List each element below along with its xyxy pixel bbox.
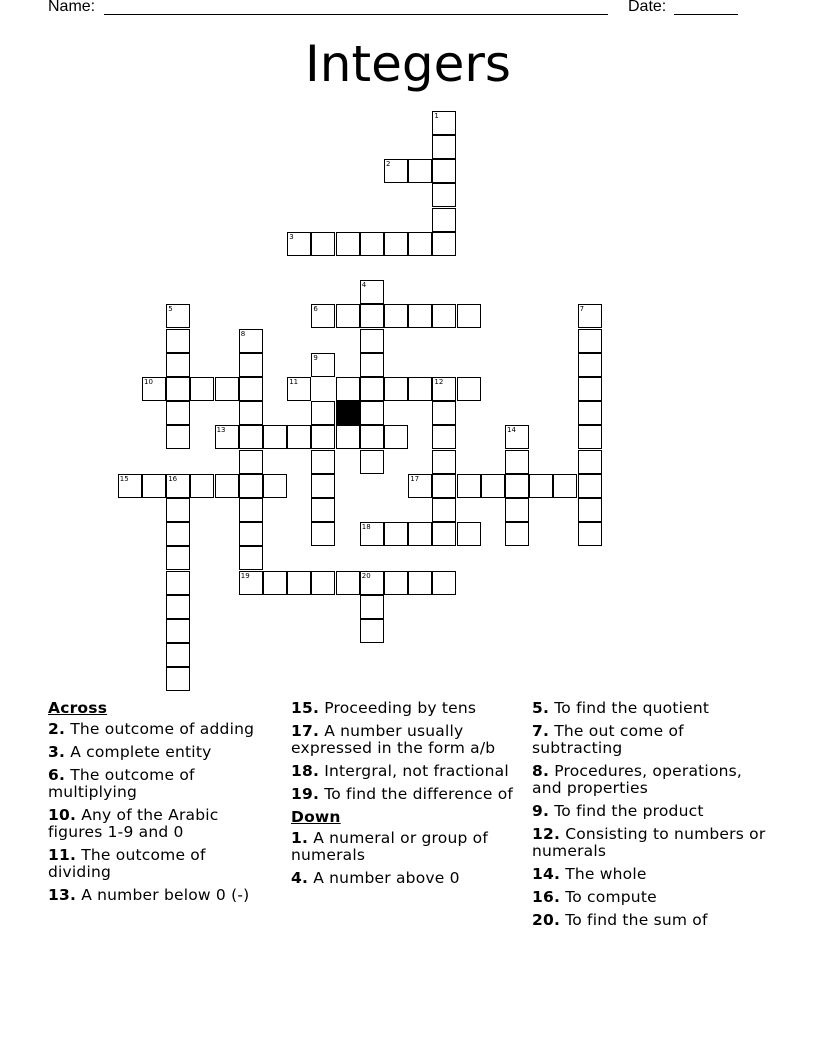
- crossword-cell[interactable]: [408, 377, 432, 401]
- crossword-cell[interactable]: [166, 474, 190, 498]
- clue-number: 13: [216, 426, 226, 435]
- crossword-cell[interactable]: [239, 401, 263, 425]
- crossword-cell[interactable]: [408, 304, 432, 328]
- crossword-cell[interactable]: [166, 522, 190, 546]
- crossword-cell[interactable]: [311, 474, 335, 498]
- clue-number: 1: [434, 111, 439, 120]
- crossword-cell[interactable]: [360, 280, 384, 304]
- clue-number: 3: [289, 232, 294, 241]
- clue-number: 18: [361, 523, 371, 532]
- crossword-cell[interactable]: [311, 401, 335, 425]
- crossword-cell[interactable]: [166, 667, 190, 691]
- crossword-cell[interactable]: [457, 522, 481, 546]
- clue-number: 9: [313, 353, 318, 362]
- down-heading: Down: [291, 808, 341, 826]
- crossword-cell[interactable]: [239, 546, 263, 570]
- clue-number: 10: [144, 378, 153, 386]
- crossword-cell[interactable]: [336, 232, 360, 256]
- crossword-cell[interactable]: [287, 377, 311, 401]
- clue-number: 2: [386, 160, 391, 169]
- crossword-cell[interactable]: [578, 401, 602, 425]
- clue-number: 5: [168, 305, 173, 314]
- clue-down-9: 9. To find the product: [532, 802, 704, 820]
- clue-number: 17: [410, 474, 420, 483]
- crossword-cell[interactable]: [166, 619, 190, 643]
- crossword-cell[interactable]: [457, 304, 481, 328]
- crossword-cell[interactable]: [166, 353, 190, 377]
- crossword-cell[interactable]: [432, 208, 456, 232]
- crossword-cell[interactable]: [384, 159, 408, 183]
- crossword-cell[interactable]: [432, 111, 456, 135]
- crossword-cell[interactable]: [384, 377, 408, 401]
- crossword-cell[interactable]: [578, 329, 602, 353]
- crossword-cell[interactable]: [311, 450, 335, 474]
- clue-down-16: 16. To compute: [532, 888, 657, 906]
- crossword-cell[interactable]: [215, 377, 239, 401]
- crossword-cell[interactable]: [239, 498, 263, 522]
- crossword-cell[interactable]: [287, 425, 311, 449]
- clue-number: 15: [119, 474, 129, 483]
- crossword-cell[interactable]: [118, 474, 142, 498]
- clue-down-14: 14. The whole: [532, 865, 647, 883]
- crossword-cell[interactable]: [505, 450, 529, 474]
- crossword-cell[interactable]: [166, 304, 190, 328]
- crossword-cell[interactable]: [311, 232, 335, 256]
- clue-down-1: 1. A numeral or group of numerals: [291, 829, 489, 864]
- crossword-cell[interactable]: [505, 498, 529, 522]
- date-label: Date:: [628, 0, 667, 15]
- clue-down-20: 20. To find the sum of: [532, 911, 708, 929]
- clue-down-4: 4. A number above 0: [291, 869, 460, 887]
- crossword-cell[interactable]: [287, 232, 311, 256]
- clue-number: 14: [507, 426, 516, 435]
- crossword-cell[interactable]: [505, 425, 529, 449]
- crossword-cell[interactable]: [384, 571, 408, 595]
- clue-across-10: 10. Any of the Arabic figures 1-9 and 0: [48, 806, 219, 841]
- crossword-cell[interactable]: [432, 450, 456, 474]
- crossword-cell[interactable]: [166, 329, 190, 353]
- crossword-cell[interactable]: [578, 425, 602, 449]
- crossword-cell[interactable]: [432, 159, 456, 183]
- clue-down-8: 8. Procedures, operations, and properties: [532, 762, 743, 797]
- crossword-cell[interactable]: [384, 425, 408, 449]
- crossword-cell[interactable]: [432, 401, 456, 425]
- crossword-cell[interactable]: [263, 474, 287, 498]
- across-heading: Across: [48, 699, 108, 717]
- crossword-cell[interactable]: [311, 522, 335, 546]
- crossword-cell[interactable]: [432, 425, 456, 449]
- crossword-cell[interactable]: [578, 498, 602, 522]
- crossword-cell[interactable]: [360, 353, 384, 377]
- crossword-cell[interactable]: [360, 329, 384, 353]
- crossword-cell[interactable]: [215, 425, 239, 449]
- clue-column-1: [48, 700, 273, 910]
- crossword-cell[interactable]: [311, 498, 335, 522]
- crossword-cell[interactable]: [166, 571, 190, 595]
- crossword-cell[interactable]: [578, 304, 602, 328]
- clue-down-5: 5. To find the quotient: [532, 699, 710, 717]
- clue-down-12: 12. Consisting to numbers or numerals: [532, 825, 766, 860]
- crossword-cell[interactable]: [239, 377, 263, 401]
- crossword-cell[interactable]: [553, 474, 577, 498]
- crossword-cell[interactable]: [166, 401, 190, 425]
- crossword-cell[interactable]: [578, 353, 602, 377]
- clue-across-6: 6. The outcome of multiplying: [48, 766, 195, 801]
- crossword-cell[interactable]: [432, 474, 456, 498]
- crossword-cell[interactable]: [578, 377, 602, 401]
- crossword-cell[interactable]: [432, 571, 456, 595]
- crossword-cell[interactable]: [336, 571, 360, 595]
- crossword-cell[interactable]: [166, 643, 190, 667]
- crossword-cell[interactable]: [505, 474, 529, 498]
- crossword-cell[interactable]: [287, 571, 311, 595]
- crossword-cell[interactable]: [336, 304, 360, 328]
- clue-number: 20: [361, 571, 371, 580]
- crossword-cell[interactable]: [384, 522, 408, 546]
- crossword-cell[interactable]: [166, 377, 190, 401]
- crossword-cell[interactable]: [384, 304, 408, 328]
- crossword-cell[interactable]: [360, 450, 384, 474]
- crossword-cell[interactable]: [432, 183, 456, 207]
- crossword-cell[interactable]: [360, 232, 384, 256]
- crossword-cell[interactable]: [263, 571, 287, 595]
- crossword-cell[interactable]: [360, 377, 384, 401]
- clue-down-7: 7. The out come of subtracting: [532, 722, 684, 757]
- crossword-cell[interactable]: [360, 522, 384, 546]
- clue-across-19: 19. To find the difference of: [291, 785, 514, 803]
- clue-across-17: 17. A number usually expressed in the form a/b: [291, 722, 496, 757]
- crossword-cell[interactable]: [239, 474, 263, 498]
- crossword-cell[interactable]: [336, 425, 360, 449]
- crossword-cell[interactable]: [408, 571, 432, 595]
- clue-number: 16: [168, 474, 178, 483]
- crossword-cell[interactable]: [360, 425, 384, 449]
- clue-number: 19: [240, 571, 250, 580]
- crossword-cell[interactable]: [190, 474, 214, 498]
- clue-across-11: 11. The outcome of dividing: [48, 846, 206, 881]
- crossword-cell[interactable]: [360, 401, 384, 425]
- crossword-cell[interactable]: [481, 474, 505, 498]
- crossword-cell[interactable]: [311, 353, 335, 377]
- crossword-cell[interactable]: [360, 595, 384, 619]
- crossword-cell[interactable]: [457, 377, 481, 401]
- crossword-cell[interactable]: [239, 450, 263, 474]
- clue-number: 11: [289, 378, 299, 386]
- crossword-cell[interactable]: [239, 522, 263, 546]
- crossword-cell[interactable]: [166, 546, 190, 570]
- crossword-cell[interactable]: [408, 232, 432, 256]
- crossword-cell[interactable]: [239, 425, 263, 449]
- crossword-cell[interactable]: [408, 474, 432, 498]
- clue-across-3: 3. A complete entity: [48, 743, 212, 761]
- clue-number: 8: [240, 329, 246, 338]
- crossword-cell[interactable]: [408, 522, 432, 546]
- crossword-cell[interactable]: [432, 232, 456, 256]
- clue-number: 12: [434, 378, 444, 386]
- crossword-cell[interactable]: [360, 571, 384, 595]
- page-title: Integers: [305, 35, 511, 93]
- clue-across-13: 13. A number below 0 (-): [48, 886, 250, 904]
- crossword-cell[interactable]: [190, 377, 214, 401]
- black-cell: [336, 401, 360, 425]
- clue-across-15: 15. Proceeding by tens: [291, 699, 477, 717]
- crossword-cell[interactable]: [578, 522, 602, 546]
- crossword-cell[interactable]: [166, 595, 190, 619]
- crossword-cell[interactable]: [408, 159, 432, 183]
- name-label: Name:: [48, 0, 96, 15]
- clue-column-2: [291, 700, 519, 893]
- crossword-cell[interactable]: [239, 329, 263, 353]
- crossword-cell[interactable]: [311, 304, 335, 328]
- crossword-cell[interactable]: [142, 474, 166, 498]
- crossword-cell[interactable]: [432, 304, 456, 328]
- crossword-cell[interactable]: [311, 571, 335, 595]
- crossword-cell[interactable]: [432, 135, 456, 159]
- clue-number: 7: [579, 305, 585, 314]
- crossword-cell[interactable]: [529, 474, 553, 498]
- crossword-cell[interactable]: [311, 425, 335, 449]
- crossword-cell[interactable]: [578, 474, 602, 498]
- crossword-cell[interactable]: [166, 498, 190, 522]
- crossword-cell[interactable]: [432, 377, 456, 401]
- crossword-cell[interactable]: [263, 425, 287, 449]
- crossword-cell[interactable]: [432, 522, 456, 546]
- clue-across-18: 18. Intergral, not fractional: [291, 762, 509, 780]
- clue-number: 4: [361, 281, 367, 290]
- crossword-cell[interactable]: [384, 232, 408, 256]
- crossword-cell[interactable]: [166, 425, 190, 449]
- crossword-cell[interactable]: [360, 304, 384, 328]
- crossword-cell[interactable]: [457, 474, 481, 498]
- crossword-cell[interactable]: [239, 571, 263, 595]
- clue-column-3: [532, 700, 772, 935]
- crossword-cell[interactable]: [142, 377, 166, 401]
- crossword-cell[interactable]: [360, 619, 384, 643]
- crossword-cell[interactable]: [336, 377, 360, 401]
- clue-across-2: 2. The outcome of adding: [48, 720, 255, 738]
- crossword-cell[interactable]: [239, 353, 263, 377]
- crossword-cell[interactable]: [432, 498, 456, 522]
- crossword-cell[interactable]: [578, 450, 602, 474]
- crossword-cell[interactable]: [215, 474, 239, 498]
- crossword-cell[interactable]: [505, 522, 529, 546]
- clue-number: 6: [313, 305, 318, 314]
